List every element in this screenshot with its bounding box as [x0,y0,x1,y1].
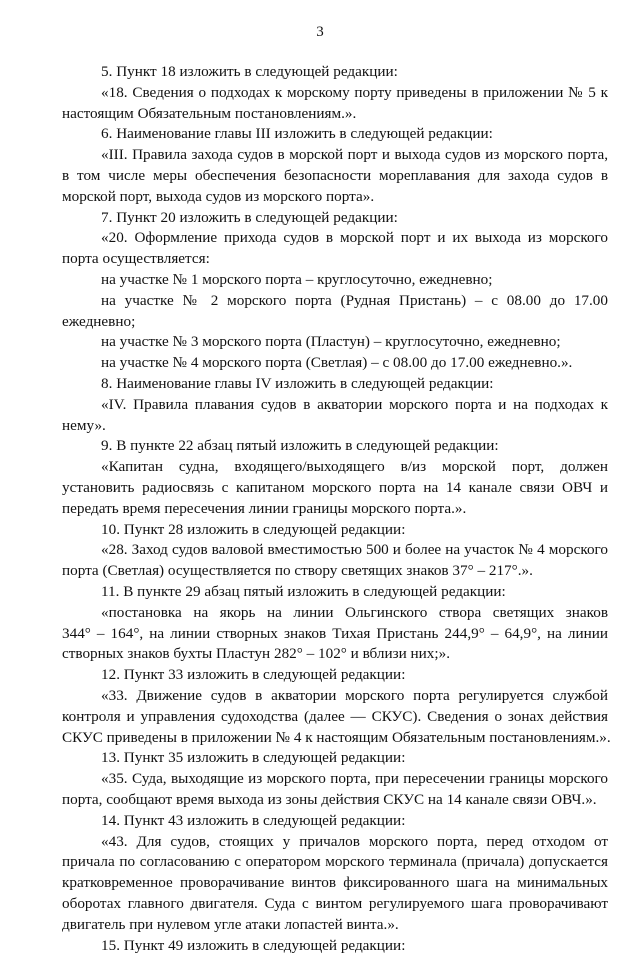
text-line: «28. Заход судов валовой вместимостью 500 и более на участок № 4 морского [101,541,608,559]
text-line: «33. Движение судов в акватории морского порта регулируется службой [101,687,608,704]
text-line: 10. Пункт 28 изложить в следующей редакции: [101,520,406,538]
text-line: оборотах главного двигателя. Суда с винтом регулируемого шага проворачивают [62,895,608,912]
text-line: на участке № 1 морского порта – круглосуточно, ежедневно; [101,271,493,288]
text-line: 11. В пункте 29 абзац пятый изложить в следующей редакции: [101,583,506,600]
text-line: 5. Пункт 18 изложить в следующей редакции: [101,63,398,80]
text-line: на участке № 3 морского порта (Пластун) – круглосуточно, ежедневно; [101,333,561,351]
text-line: створных знаков бухты Пластун 282° – 102° и вблизи них;». [62,645,450,663]
text-line: порта (Светлая) осуществляется по створу светящих знаков 37° – 217°.». [62,562,533,580]
text-line: 9. В пункте 22 абзац пятый изложить в следующей редакции: [101,437,499,455]
text-line: морской порт, выхода судов из морского порта». [62,187,375,205]
text-line: «постановка на якорь на линии Ольгинского створа светящих знаков [101,603,608,621]
text-line: на участке № 2 морского порта (Рудная Пристань) – с 08.00 до 17.00 [101,291,608,309]
text-line: 15. Пункт 49 изложить в следующей редакции: [101,936,406,954]
page-number: 3 [316,24,324,40]
text-line: кратковременное проворачивание винтов фиксированного шага на минимальных [62,874,608,892]
text-line: 13. Пункт 35 изложить в следующей редакции: [101,749,406,767]
text-line: на участке № 4 морского порта (Светлая) – с 08.00 до 17.00 ежедневно.». [101,354,573,372]
text-line: порта осуществляется: [62,250,210,268]
text-line: 7. Пункт 20 изложить в следующей редакции: [101,208,398,226]
text-line: «III. Правила захода судов в морской порт и выхода судов из морского порта, [101,146,608,164]
text-line: 6. Наименование главы III изложить в следующей редакции: [101,125,493,143]
text-line: причала по согласованию с оператором морского терминала (причала) допускается [62,853,608,871]
text-line: двигатель при нулевом угле атаки лопастей винта.». [62,915,399,933]
text-line: «IV. Правила плавания судов в акватории морского порта и на подходах к [101,395,608,413]
text-line: «18. Сведения о подходах к морскому порту приведены в приложении № 5 к [101,83,608,101]
text-line: 8. Наименование главы IV изложить в следующей редакции: [101,375,494,392]
text-line: настоящим Обязательным постановлениям.». [62,104,357,122]
text-line: СКУС приведены в приложении № 4 к настоящим Обязательным постановлениям.». [62,728,611,746]
text-line: в том числе меры обеспечения безопасности мореплавания для захода судов в [62,167,608,184]
text-line: контроля и управления судоходства (далее — СКУС). Сведения о зонах действия [62,707,608,725]
text-line: порта, сообщают время выхода из зоны действия СКУС на 14 канале связи ОВЧ.». [62,791,597,808]
text-line: «43. Для судов, стоящих у причалов морского порта, перед отходом от [101,832,608,850]
text-line: установить радиосвязь с капитаном морского порта на 14 канале связи ОВЧ и [62,479,608,496]
text-line: ежедневно; [62,312,136,330]
text-line: нему». [62,416,106,434]
text-line: передать время пересечения линии границы морского порта.». [62,499,467,517]
text-line: «Капитан судна, входящего/выходящего в/из морской порт, должен [101,458,608,476]
text-line: «35. Суда, выходящие из морского порта, при пересечении границы морского [101,770,608,788]
text-line: 12. Пункт 33 изложить в следующей редакции: [101,666,406,684]
text-line: «20. Оформление прихода судов в морской порт и их выхода из морского [101,229,608,247]
text-line: 344° – 164°, на линии створных знаков Тихая Пристань 244,9° – 64,9°, на линии [62,624,608,642]
text-line: 14. Пункт 43 изложить в следующей редакции: [101,811,406,829]
